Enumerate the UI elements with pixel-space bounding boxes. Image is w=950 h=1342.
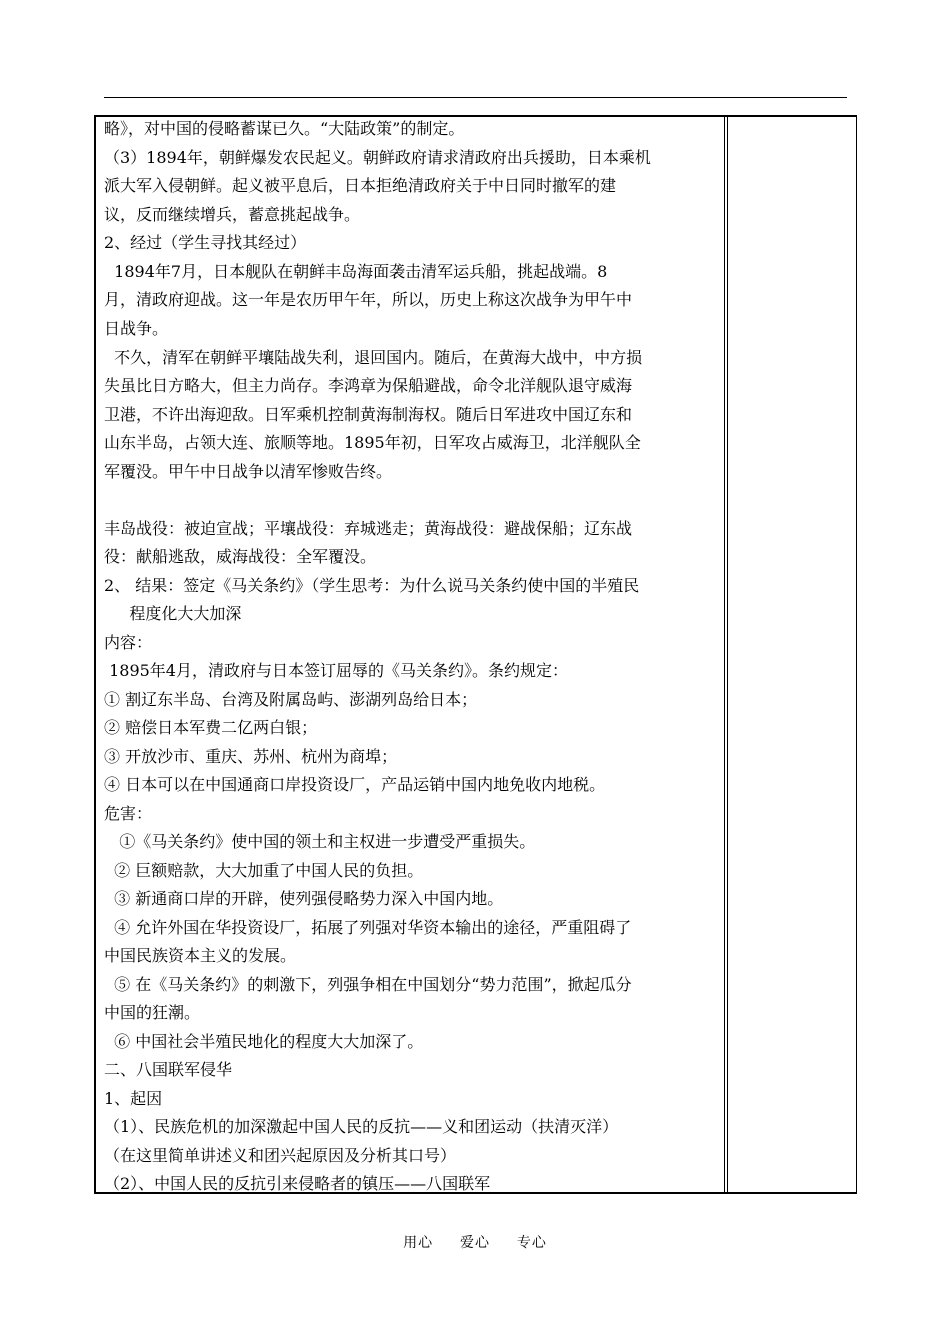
text-line: 1895年4月，清政府与日本签订屈辱的《马关条约》。条约规定： bbox=[104, 661, 568, 680]
text-line: 军覆没。甲午中日战争以清军惨败告终。 bbox=[104, 462, 393, 481]
list-item: ② 巨额赔款，大大加重了中国人民的负担。 bbox=[104, 861, 424, 880]
section-heading: 2、经过（学生寻找其经过） bbox=[104, 233, 307, 252]
list-item: ⑤ 在《马关条约》的刺激下，列强争相在中国划分“势力范围”，掀起瓜分 bbox=[104, 975, 632, 994]
column-divider-inner bbox=[727, 117, 728, 1192]
text-line: 中国民族资本主义的发展。 bbox=[104, 946, 297, 965]
text-line: 丰岛战役：被迫宣战；平壤战役：弃城逃走；黄海战役：避战保船；辽东战 bbox=[104, 519, 633, 538]
text-line: 略》，对中国的侵略蓄谋已久。“大陆政策”的制定。 bbox=[104, 119, 465, 138]
text-line: 议，反而继续增兵，蓄意挑起战争。 bbox=[104, 205, 361, 224]
list-item: ①《马关条约》使中国的领土和主权进一步遭受严重损失。 bbox=[104, 832, 536, 851]
text-line: （2）、中国人民的反抗引来侵略者的镇压——八国联军 bbox=[104, 1174, 491, 1193]
text-line: 日战争。 bbox=[104, 319, 169, 338]
text-line: （在这里简单讲述义和团兴起原因及分析其口号） bbox=[104, 1146, 457, 1165]
text-line: 不久，清军在朝鲜平壤陆战失利，退回国内。随后，在黄海大战中，中方损 bbox=[104, 348, 643, 367]
text-line: 危害： bbox=[104, 804, 153, 823]
text-line: 内容： bbox=[104, 633, 153, 652]
text-line: 程度化大大加深 bbox=[104, 604, 242, 623]
list-item: ③ 开放沙市、重庆、苏州、杭州为商埠； bbox=[104, 747, 398, 766]
text-line: 1894年7月，日本舰队在朝鲜丰岛海面袭击清军运兵船，挑起战端。8 bbox=[104, 262, 608, 281]
list-item: ② 赔偿日本军费二亿两白银； bbox=[104, 718, 318, 737]
text-line: 失虽比日方略大，但主力尚存。李鸿章为保船避战，命令北洋舰队退守威海 bbox=[104, 376, 633, 395]
list-item: ⑥ 中国社会半殖民地化的程度大大加深了。 bbox=[104, 1032, 424, 1051]
text-line: （1）、民族危机的加深激起中国人民的反抗——义和团运动（扶清灭洋） bbox=[104, 1117, 619, 1136]
text-line: 月，清政府迎战。这一年是农历甲午年，所以，历史上称这次战争为甲午中 bbox=[104, 290, 633, 309]
text-line: 山东半岛，占领大连、旅顺等地。1895年初，日军攻占威海卫，北洋舰队全 bbox=[104, 433, 641, 452]
section-heading: 二、八国联军侵华 bbox=[104, 1060, 233, 1079]
page-footer: 用心 爱心 专心 bbox=[403, 1235, 547, 1251]
text-line: 派大军入侵朝鲜。起义被平息后，日本拒绝清政府关于中日同时撤军的建 bbox=[104, 176, 617, 195]
text-line: 中国的狂潮。 bbox=[104, 1003, 201, 1022]
header-rule bbox=[104, 97, 847, 98]
list-item: ③ 新通商口岸的开辟，使列强侵略势力深入中国内地。 bbox=[104, 889, 504, 908]
list-item: ④ 日本可以在中国通商口岸投资设厂，产品运销中国内地免收内地税。 bbox=[104, 775, 606, 794]
list-item: ④ 允许外国在华投资设厂，拓展了列强对华资本输出的途径，严重阻碍了 bbox=[104, 918, 632, 937]
text-line: 卫港，不许出海迎敌。日军乘机控制黄海制海权。随后日军进攻中国辽东和 bbox=[104, 405, 633, 424]
list-item: ① 割辽东半岛、台湾及附属岛屿、澎湖列岛给日本； bbox=[104, 690, 478, 709]
text-line: 役：献船逃敌，威海战役：全军覆没。 bbox=[104, 547, 377, 566]
column-divider bbox=[724, 117, 725, 1192]
section-heading: 2、 结果：签定《马关条约》（学生思考：为什么说马关条约使中国的半殖民 bbox=[104, 576, 640, 595]
section-heading: 1、起因 bbox=[104, 1089, 163, 1108]
text-line: （3）1894年，朝鲜爆发农民起义。朝鲜政府请求清政府出兵援助，日本乘机 bbox=[104, 148, 651, 167]
